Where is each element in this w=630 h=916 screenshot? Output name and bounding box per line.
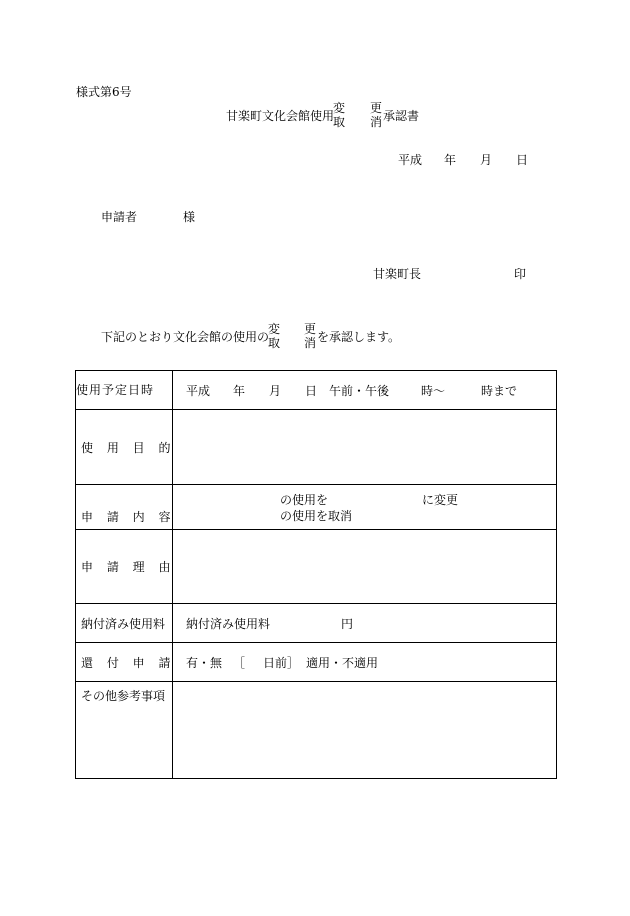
purpose-label-cell	[76, 410, 173, 485]
title-stack-2-top: 更	[370, 101, 383, 115]
title-stack-1-top: 変	[333, 101, 346, 115]
other-label: その他参考事項	[81, 689, 166, 703]
title-stack-1-bottom: 取	[333, 115, 346, 129]
statement-prefix: 下記のとおり文化会館の使用の	[101, 330, 270, 344]
statement-stack-1-top: 変	[268, 322, 281, 336]
content-change-text: の使用を	[280, 493, 329, 507]
other-label-cell	[76, 682, 173, 779]
title-stack-1	[333, 101, 345, 129]
schedule-year: 年	[233, 384, 246, 398]
reason-value-cell[interactable]	[173, 530, 557, 604]
issuer-title: 甘楽町長	[373, 267, 422, 281]
table-row-schedule	[76, 371, 557, 410]
refund-apply: 適用・不適用	[306, 656, 379, 670]
other-value-cell[interactable]	[173, 682, 557, 779]
table-row-other	[76, 682, 557, 779]
reason-label-cell	[76, 530, 173, 604]
date-day: 日	[516, 153, 529, 167]
content-label-cell	[76, 485, 173, 530]
schedule-day: 日	[305, 384, 318, 398]
content-label: 申 請 内 容	[81, 510, 171, 524]
schedule-era: 平成	[186, 384, 211, 398]
refund-bracket-open: ［	[233, 656, 246, 670]
schedule-from: 時〜	[421, 384, 446, 398]
statement-suffix: を承認します。	[317, 330, 401, 344]
schedule-value-cell[interactable]	[173, 371, 557, 410]
form-number: 様式第6号	[76, 85, 132, 99]
table-row-content	[76, 485, 557, 530]
schedule-month: 月	[269, 384, 282, 398]
refund-value-cell[interactable]	[173, 643, 557, 682]
schedule-ampm: 午前・午後	[329, 384, 390, 398]
paid-fee-yen: 円	[341, 617, 354, 631]
seal-mark: 印	[514, 267, 527, 281]
refund-label-cell	[76, 643, 173, 682]
date-month: 月	[480, 153, 493, 167]
approval-table	[75, 370, 557, 779]
reason-label: 申 請 理 由	[81, 560, 171, 574]
schedule-until: 時まで	[481, 384, 518, 398]
schedule-label-cell	[76, 371, 173, 410]
content-cancel-text: の使用を取消	[280, 509, 353, 523]
title-prefix: 甘楽町文化会館使用	[226, 109, 335, 123]
date-era: 平成	[398, 153, 423, 167]
table-row-paid-fee	[76, 604, 557, 643]
refund-choice: 有・無	[186, 656, 223, 670]
paid-fee-value-cell[interactable]	[173, 604, 557, 643]
title-stack-2	[370, 101, 382, 129]
purpose-label: 使 用 目 的	[81, 441, 171, 455]
date-year: 年	[444, 153, 457, 167]
applicant-honorific: 様	[183, 210, 196, 224]
schedule-label: 使用予定日時	[76, 383, 155, 397]
statement-stack-2	[304, 322, 316, 350]
paid-fee-inner-label: 納付済み使用料	[186, 617, 271, 631]
table-row-reason	[76, 530, 557, 604]
content-value-cell[interactable]	[173, 485, 557, 530]
refund-days: 日前］	[263, 656, 300, 670]
applicant-label: 申請者	[101, 210, 138, 224]
refund-label: 還 付 申 請	[81, 656, 171, 670]
table-row-refund	[76, 643, 557, 682]
statement-stack-2-bottom: 消	[304, 336, 317, 350]
title-suffix: 承認書	[383, 109, 420, 123]
statement-stack-1	[268, 322, 280, 350]
purpose-value-cell[interactable]	[173, 410, 557, 485]
paid-fee-label-cell	[76, 604, 173, 643]
table-row-purpose	[76, 410, 557, 485]
paid-fee-label: 納付済み使用料	[81, 617, 166, 631]
title-stack-2-bottom: 消	[370, 115, 383, 129]
statement-stack-1-bottom: 取	[268, 336, 281, 350]
statement-stack-2-top: 更	[304, 322, 317, 336]
content-change-to: に変更	[422, 493, 459, 507]
